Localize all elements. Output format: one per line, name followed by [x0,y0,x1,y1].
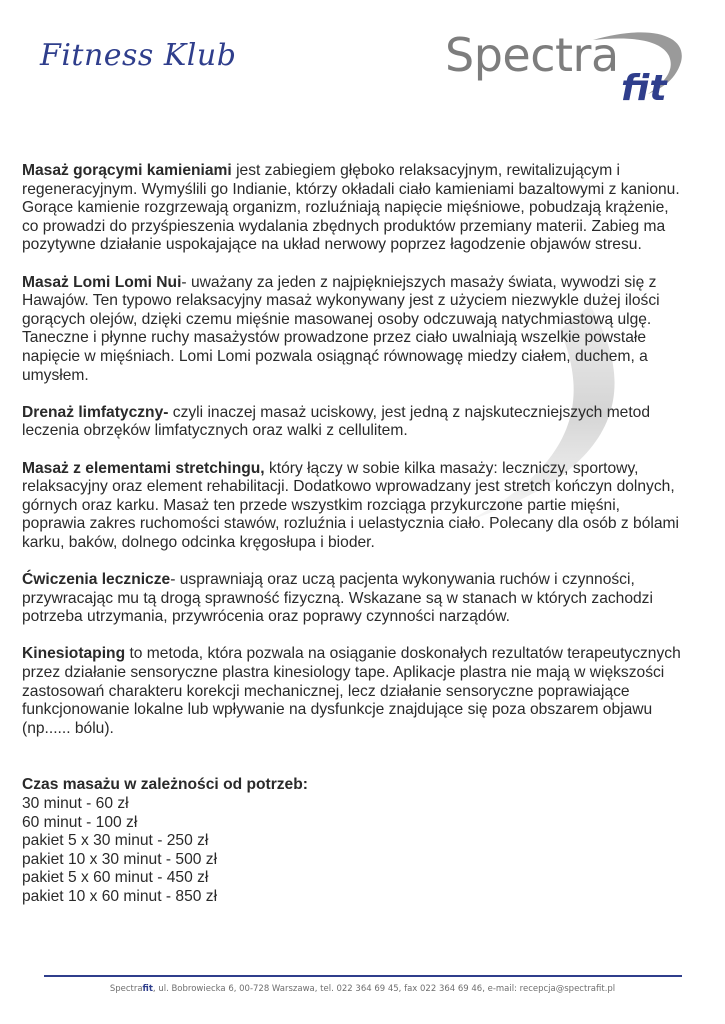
paragraph-lomi-lomi [22,274,682,386]
club-name: Fitness Klub [40,38,237,73]
price-item: pakiet 10 x 60 minut - 850 zł [22,887,218,905]
footer-text: , ul. Bobrowiecka 6, 00-728 Warszawa, tel. 022 364 69 45, fax 022 364 69 46, e-mail: recepcja@spectrafit.pl [152,984,616,994]
paragraph-text: który łączy w sobie kilka masaży: leczniczy, sportowy, relaksacyjny oraz element rehabilitacji. Dodatkowo wprowadzany jest stretch kończyn dolnych, górnych oraz karku. Masaż ten przede wszystkim rozciąga przykurczone partie mięśni, poprawia zakres ruchomości stawów, rozluźnia i uelastycznia ciało. Polecany dla osób z bólami karku, baków, dolnego odcinka kręgosłupa i bioder. [22,459,679,551]
footer-brand-word: Spectra [109,984,143,994]
paragraph-heading: Masaż gorącymi kamieniami [22,162,232,179]
paragraph-text: czyli inaczej masaż uciskowy, jest jedną z najskuteczniejszych metod leczenia obrzęków limfatycznych oraz walki z cellulitem. [22,403,651,440]
footer-brand-fit: fit [142,984,153,994]
price-item: pakiet 5 x 30 minut - 250 zł [22,832,209,850]
paragraph-text: - usprawniają oraz uczą pacjenta wykonywania ruchów i czynności, przywracając mu tą drogą sprawność fizyczną. Wskazane są w stanach w których zachodzi potrzeba utrzymania, przywrócenia oraz poprawy czynności narządów. [22,571,653,626]
paragraph-heading: Kinesiotaping [22,645,126,663]
footer-address [0,984,725,994]
paragraph-therapeutic-exercises [22,571,682,627]
price-item: pakiet 10 x 30 minut - 500 zł [22,850,218,868]
paragraph-text: - uważany za jeden z najpiękniejszych masaży świata, wywodzi się z Hawajów. Ten typowo relaksacyjny masaż wykonywany jest z użyciem niezwykle dużej ilości gorących olejów, dzięki czemu mięśnie masowanej osoby odczuwają natychmiastową ulgę. Taneczne i płynne ruchy masażystów prowadzone przez ciało uwalniają wszelkie powstałe napięcie w mięśniach. Lomi Lomi pozwala osiągnąć równowagę miedzy ciałem, duchem, a umysłem. [22,273,660,384]
pricing-title: Czas masażu w zależności od potrzeb: [22,776,308,794]
price-item: 30 minut - 60 zł [22,795,129,812]
paragraph-heading: Masaż z elementami stretchingu, [22,459,265,477]
logo-fit: fit [621,68,667,109]
spectrafit-logo [443,22,693,112]
paragraph-heading: Drenaż limfatyczny- [22,403,169,421]
footer-divider [44,975,682,977]
logo-word: Spectra [445,28,619,82]
paragraph-hot-stones [22,162,682,255]
paragraph-kinesiotaping [22,645,682,738]
paragraph-text: to metoda, która pozwala na osiąganie doskonałych rezultatów terapeutycznych przez działanie sensoryczne plastra kinesiology tape. Aplikacje plastra nie mają w większości zastosowań charakteru korekcji mechanicznej, lecz działanie sensoryczne poprawiające funkcjonowanie lokalne lub wpływanie na dysfunkcje znajdujące się poza obszarem objawu (np...... bólu). [22,645,681,737]
price-item: 60 minut - 100 zł [22,813,138,831]
price-item: pakiet 5 x 60 minut - 450 zł [22,869,209,887]
main-content [22,162,682,907]
paragraph-lymph-drainage [22,404,682,441]
paragraph-heading: Ćwiczenia lecznicze [22,571,171,589]
paragraph-text: jest zabiegiem głęboko relaksacyjnym, rewitalizującym i regeneracyjnym. Wymyślili go Indianie, którzy okładali ciało kamieniami bazaltowymi z kanionu. Gorące kamienie rozgrzewają organizm, rozluźniają napięcie mięśniowe, pobudzają krążenie, co prowadzi do przyśpieszenia wydalania zbędnych produktów przemiany materii. Zabieg ma pozytywne działanie uspokajające na układ nerwowy poprzez łagodzenie objawów stresu. [22,162,680,254]
paragraph-stretching [22,460,682,553]
paragraph-heading: Masaż Lomi Lomi Nui [22,273,182,291]
